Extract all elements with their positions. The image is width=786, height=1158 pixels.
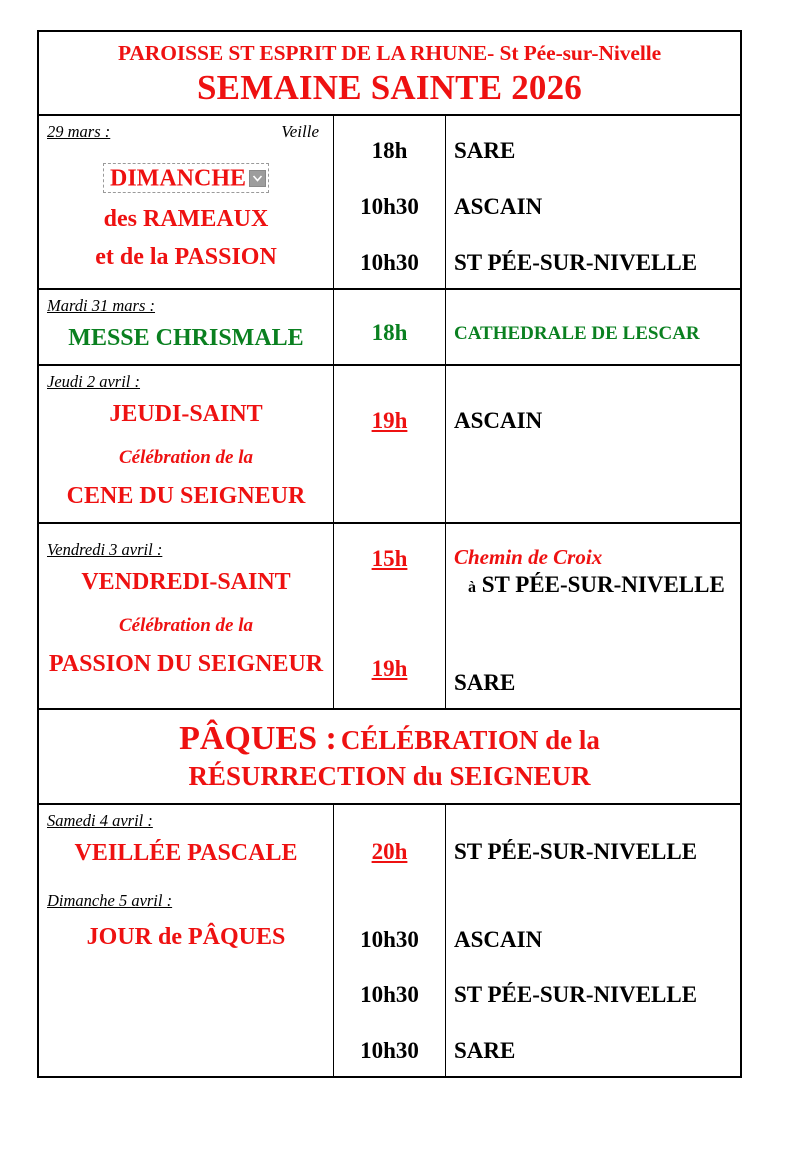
place-cell-vendredi-saint — [446, 524, 740, 708]
place-cell-rameaux — [446, 116, 740, 288]
place-cell-jeudi-saint — [446, 366, 740, 522]
time-cell-jeudi-saint — [334, 366, 446, 522]
service-time: 10h30 — [360, 194, 419, 220]
paques-banner — [39, 710, 740, 802]
service-time: 18h — [371, 138, 408, 164]
table-header-row — [39, 32, 740, 116]
service-time: 10h30 — [360, 982, 419, 1008]
dimanche-field-value: DIMANCHE — [110, 165, 246, 192]
service-place-with-prefix — [454, 570, 734, 600]
event-title: JOUR de PÂQUES — [86, 924, 286, 951]
service-place: ASCAIN — [454, 194, 543, 220]
service-place: ASCAIN — [454, 926, 543, 952]
service-time: 18h — [371, 319, 408, 345]
time-cell-chrismale — [334, 290, 446, 364]
date-label: 29 mars : — [47, 122, 111, 142]
date-label: Dimanche 5 avril : — [47, 891, 173, 910]
veille-note: Veille — [281, 122, 319, 142]
event-line: et de la PASSION — [95, 244, 277, 271]
time-cell-easter — [334, 805, 446, 1077]
table-row — [39, 366, 740, 524]
poster-header — [39, 32, 740, 114]
page-title: SEMAINE SAINTE 2026 — [197, 67, 582, 107]
service-place: ST PÉE-SUR-NIVELLE — [454, 250, 698, 276]
table-row — [39, 116, 740, 290]
table-row — [39, 290, 740, 366]
paques-banner-row — [39, 710, 740, 804]
date-label: Mardi 31 mars : — [47, 295, 156, 315]
service-place: SARE — [454, 1038, 516, 1064]
event-cell-vendredi-saint — [39, 524, 334, 708]
date-label: Jeudi 2 avril : — [47, 372, 141, 392]
event-cell-easter — [39, 805, 334, 1077]
service-place: ST PÉE-SUR-NIVELLE — [454, 982, 698, 1008]
date-line — [47, 296, 325, 316]
date-line — [47, 372, 325, 392]
time-cell-vendredi-saint — [334, 524, 446, 708]
table-row — [39, 524, 740, 710]
chevron-down-icon[interactable] — [249, 170, 266, 187]
event-title: VEILLÉE PASCALE — [74, 839, 298, 866]
event-subtitle: Célébration de la — [118, 614, 254, 636]
event-line: MESSE CHRISMALE — [68, 325, 304, 352]
date-label: Samedi 4 avril : — [47, 810, 153, 830]
service-place: ST PÉE-SUR-NIVELLE — [481, 572, 725, 598]
service-place: SARE — [454, 670, 516, 696]
banner-paques-label: PÂQUES : — [179, 720, 337, 758]
service-place: SARE — [454, 138, 516, 164]
banner-line-2: RÉSURRECTION du SEIGNEUR — [188, 760, 591, 791]
event-line: des RAMEAUX — [103, 205, 269, 232]
place-cell-easter — [446, 805, 740, 1077]
service-time: 19h — [371, 656, 408, 682]
event-subtitle: Célébration de la — [118, 446, 254, 468]
date-line — [47, 540, 325, 560]
banner-celebration-label: CÉLÉBRATION de la — [340, 725, 600, 756]
dimanche-dropdown-field[interactable] — [103, 163, 269, 192]
service-place: ASCAIN — [454, 408, 543, 434]
place-cell-chrismale — [446, 290, 740, 364]
service-time: 20h — [371, 838, 408, 864]
banner-line-1 — [45, 718, 734, 759]
event-title: JEUDI-SAINT — [109, 401, 263, 428]
service-time: 10h30 — [360, 1038, 419, 1064]
service-time: 19h — [371, 408, 408, 434]
date-line — [47, 891, 325, 911]
event-cell-jeudi-saint — [39, 366, 334, 522]
service-place: ST PÉE-SUR-NIVELLE — [454, 838, 698, 864]
date-label: Vendredi 3 avril : — [47, 540, 163, 560]
event-line: CENE DU SEIGNEUR — [66, 483, 306, 510]
schedule-table — [37, 30, 742, 1078]
event-cell-chrismale — [39, 290, 334, 364]
place-prefix: à — [468, 579, 476, 597]
service-time: 10h30 — [360, 250, 419, 276]
table-row — [39, 805, 740, 1077]
event-line: PASSION DU SEIGNEUR — [48, 651, 324, 678]
service-note: Chemin de Croix — [454, 545, 603, 570]
service-time: 15h — [371, 546, 408, 572]
parish-name: PAROISSE ST ESPRIT DE LA RHUNE- St Pée-sur-Nivelle — [117, 41, 662, 65]
time-cell-rameaux — [334, 116, 446, 288]
event-cell-rameaux — [39, 116, 334, 288]
date-line — [47, 811, 325, 831]
event-title: VENDREDI-SAINT — [81, 569, 291, 596]
service-time: 10h30 — [360, 926, 419, 952]
event-title-field-wrapper — [47, 161, 325, 193]
date-line — [47, 122, 325, 142]
service-place: CATHEDRALE DE LESCAR — [454, 322, 700, 344]
